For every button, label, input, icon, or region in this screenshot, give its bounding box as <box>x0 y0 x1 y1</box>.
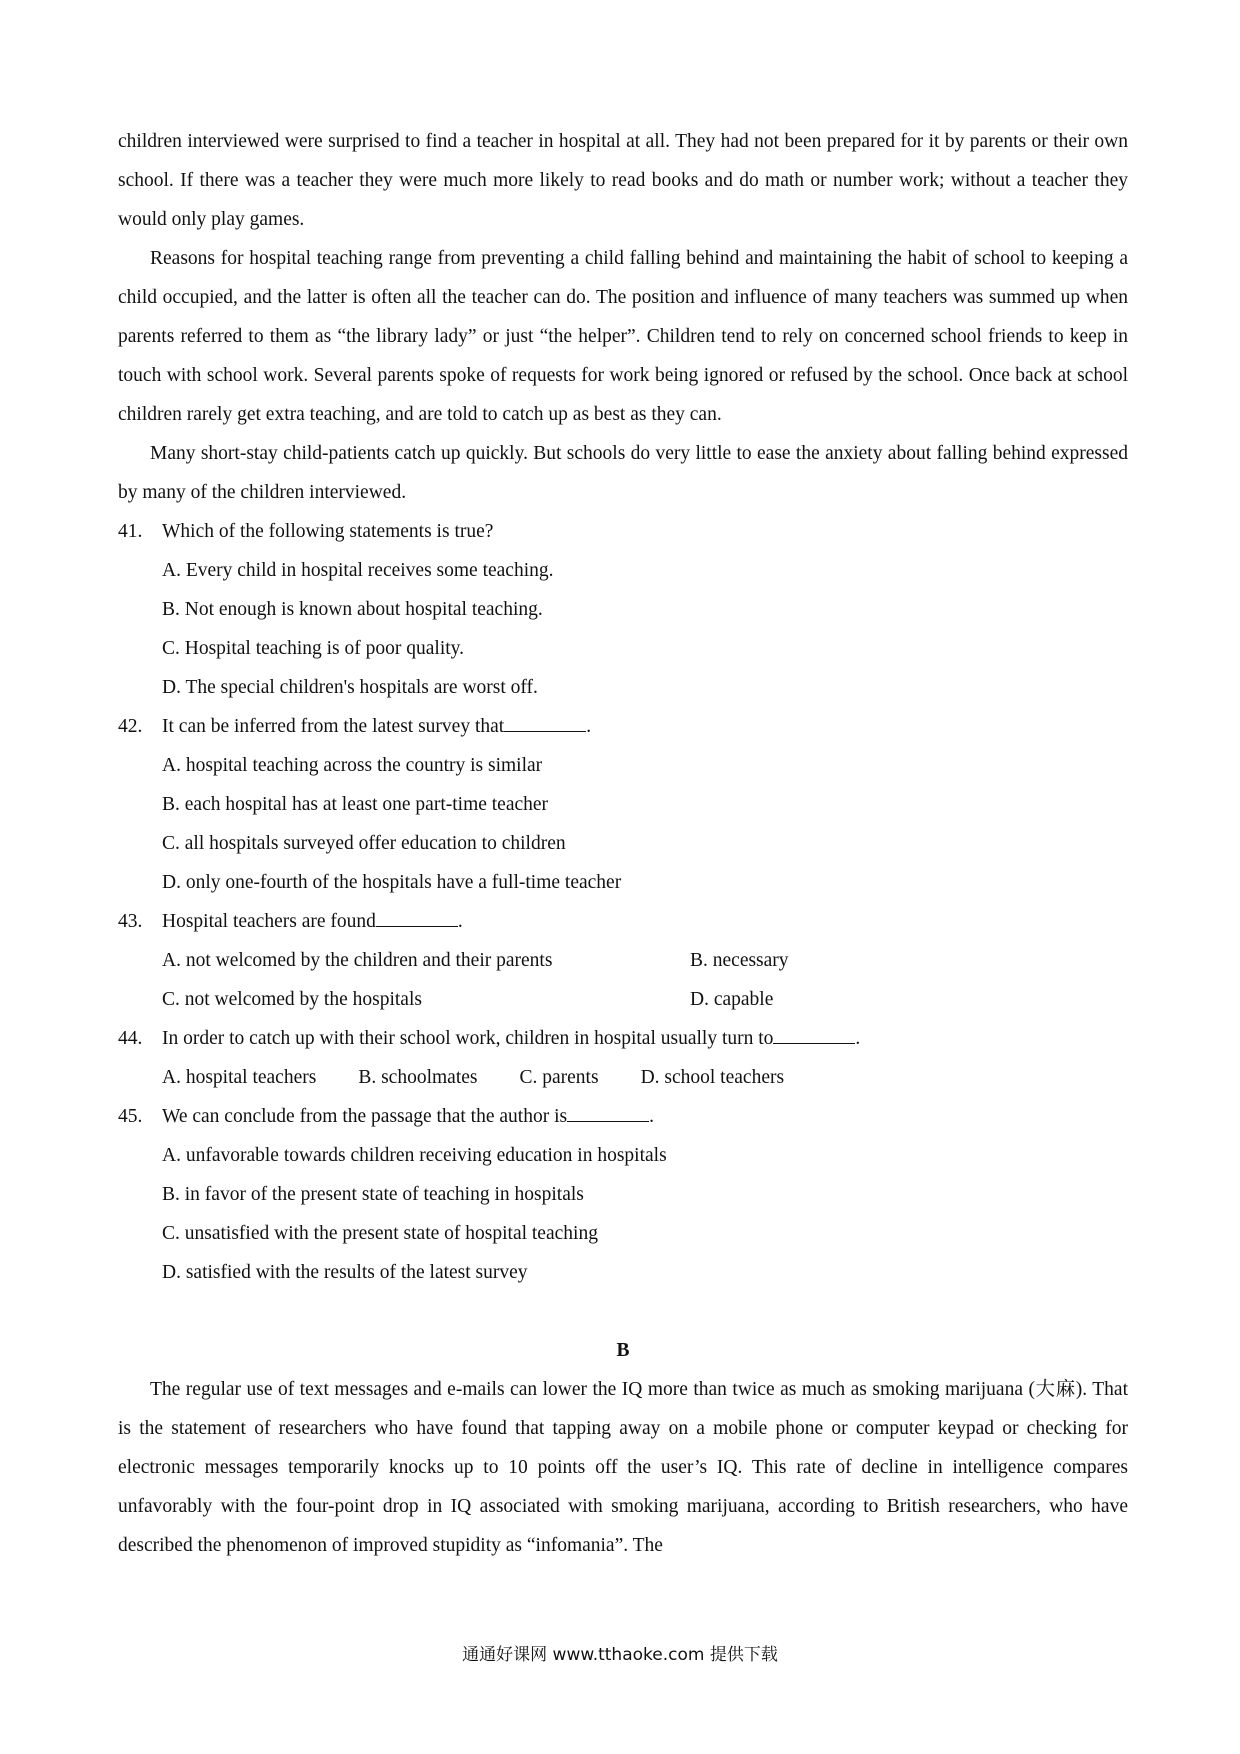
question-number: 42. <box>118 716 143 737</box>
option-44-d: D. school teachers <box>640 1067 785 1088</box>
option-44-b: B. schoolmates <box>358 1067 478 1088</box>
answer-blank <box>376 904 458 927</box>
option-43-b: B. necessary <box>690 950 789 971</box>
question-number: 41. <box>118 521 143 542</box>
passage-a-paragraph-2: Reasons for hospital teaching range from preventing a child falling behind and maintaining the habit of school to keeping a child occupied, and the latter is often all the teacher can do. The position and influence of many teachers was summed up when parents referred to them as “the library lady” or just “the helper”. Children tend to rely on concerned school friends to keep in touch with school work. Several parents spoke of requests for work being ignored or refused by the school. Once back at school children rarely get extra teaching, and are told to catch up as best as they can. <box>118 248 1128 425</box>
answer-blank <box>773 1021 855 1044</box>
question-45: 45. We can conclude from the passage that the author is . <box>118 1097 1128 1136</box>
options-43-row-2 <box>118 980 1128 1019</box>
answer-blank <box>504 709 586 732</box>
section-b-title: B <box>616 1340 630 1361</box>
option-42-d: D. only one-fourth of the hospitals have a full-time teacher <box>162 872 622 893</box>
answer-blank <box>567 1099 649 1122</box>
option-41-a: A. Every child in hospital receives some teaching. <box>162 560 554 581</box>
question-44: 44. In order to catch up with their school work, children in hospital usually turn to . <box>118 1019 1128 1058</box>
question-stem: In order to catch up with their school work, children in hospital usually turn to <box>162 1028 774 1049</box>
page-content <box>118 122 1128 1565</box>
options-43-row-1 <box>118 941 1128 980</box>
passage-a-paragraph-1: children interviewed were surprised to find a teacher in hospital at all. They had not been prepared for it by parents or their own school. If there was a teacher they were much more likely to read books and do math or number work; without a teacher they would only play games. <box>118 131 1128 230</box>
option-42-a: A. hospital teaching across the country is similar <box>162 755 543 776</box>
options-44-row <box>118 1058 1128 1097</box>
page-footer: 通通好课网 www.tthaoke.com 提供下载 <box>462 1645 778 1665</box>
question-41 <box>118 512 1128 551</box>
option-45-a: A. unfavorable towards children receiving education in hospitals <box>162 1145 667 1166</box>
option-45-c: C. unsatisfied with the present state of hospital teaching <box>162 1223 598 1244</box>
question-stem: Hospital teachers are found <box>162 911 376 932</box>
question-43: 43. Hospital teachers are found . <box>118 902 1128 941</box>
question-number: 43. <box>118 911 143 932</box>
option-41-b: B. Not enough is known about hospital teaching. <box>162 599 543 620</box>
option-43-a: A. not welcomed by the children and their parents <box>162 950 553 971</box>
option-44-c: C. parents <box>519 1067 599 1088</box>
passage-a-paragraph-3: Many short-stay child-patients catch up quickly. But schools do very little to ease the anxiety about falling behind expressed by many of the children interviewed. <box>118 443 1128 503</box>
option-41-d: D. The special children's hospitals are worst off. <box>162 677 538 698</box>
question-stem: We can conclude from the passage that the author is <box>162 1106 568 1127</box>
passage-b-paragraph-1: The regular use of text messages and e-mails can lower the IQ more than twice as much as smoking marijuana (大麻). That is the statement of researchers who have found that tapping away on a mobile phone or computer keypad or checking for electronic messages temporarily knocks up to 10 points off the user’s IQ. This rate of decline in intelligence compares unfavorably with the four-point drop in IQ associated with smoking marijuana, according to British researchers, who have described the phenomenon of improved stupidity as “infomania”. The <box>118 1379 1128 1556</box>
option-42-c: C. all hospitals surveyed offer education to children <box>162 833 566 854</box>
option-44-a: A. hospital teachers <box>162 1067 317 1088</box>
question-stem: Which of the following statements is true? <box>162 521 494 542</box>
question-stem: It can be inferred from the latest survey that <box>162 716 505 737</box>
option-45-b: B. in favor of the present state of teaching in hospitals <box>162 1184 584 1205</box>
option-41-c: C. Hospital teaching is of poor quality. <box>162 638 465 659</box>
option-43-c: C. not welcomed by the hospitals <box>162 989 422 1010</box>
question-42: 42. It can be inferred from the latest survey that . <box>118 707 1128 746</box>
option-45-d: D. satisfied with the results of the latest survey <box>162 1262 528 1283</box>
option-42-b: B. each hospital has at least one part-time teacher <box>162 794 549 815</box>
option-43-d: D. capable <box>690 989 774 1010</box>
question-number: 45. <box>118 1106 143 1127</box>
question-number: 44. <box>118 1028 143 1049</box>
